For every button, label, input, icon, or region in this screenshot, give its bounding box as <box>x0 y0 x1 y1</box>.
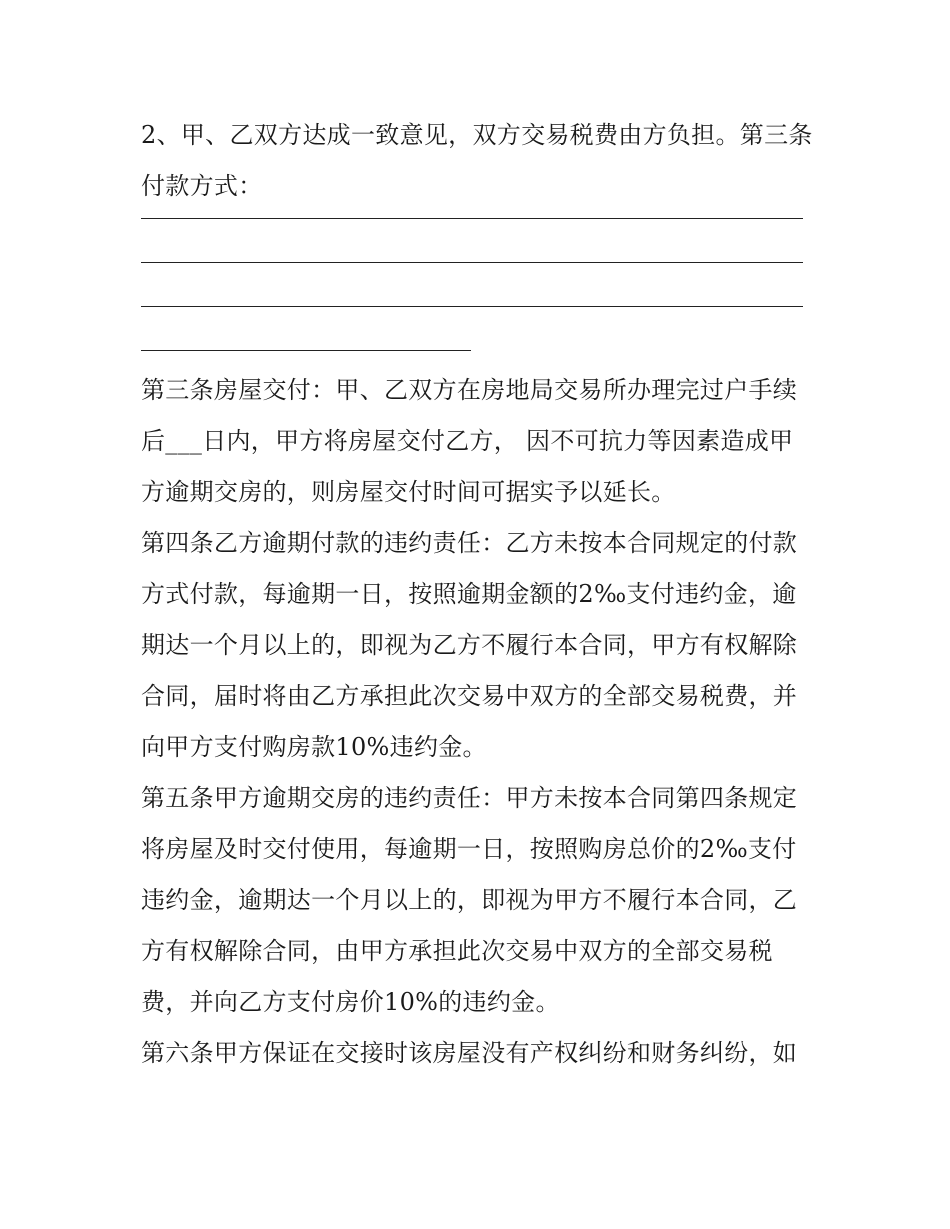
fill-in-line <box>141 306 803 307</box>
payment-fill-in-lines <box>141 218 813 351</box>
paragraph-tax-and-payment: 2、甲、乙双方达成一致意见，双方交易税费由方负担。第三条付款方式： <box>141 121 813 200</box>
document-body <box>141 110 813 1079</box>
fill-in-line <box>141 262 803 263</box>
paragraph-article-3-delivery: 第三条房屋交付：甲、乙双方在房地局交易所办理完过户手续后___日内，甲方将房屋交付乙方， 因不可抗力等因素造成甲方逾期交房的，则房屋交付时间可据实予以延长。 <box>141 376 798 506</box>
paragraph-article-4-buyer-default: 第四条乙方逾期付款的违约责任：乙方未按本合同规定的付款方式付款，每逾期一日，按照逾期金额的2‰支付违约金，逾期达一个月以上的，即视为乙方不履行本合同，甲方有权解除合同，届时将由乙方承担此次交易中双方的全部交易税费，并向甲方支付购房款10%违约金。 <box>141 529 798 761</box>
fill-in-line <box>141 218 803 219</box>
paragraph-article-5-seller-default: 第五条甲方逾期交房的违约责任：甲方未按本合同第四条规定将房屋及时交付使用，每逾期一日，按照购房总价的2‰支付违约金，逾期达一个月以上的，即视为甲方不履行本合同，乙方有权解除合同，由甲方承担此次交易中双方的全部交易税费，并向乙方支付房价10%的违约金。 <box>141 784 798 1016</box>
paragraph-article-6-warranty: 第六条甲方保证在交接时该房屋没有产权纠纷和财务纠纷，如 <box>141 1039 798 1067</box>
fill-in-line <box>141 350 471 351</box>
